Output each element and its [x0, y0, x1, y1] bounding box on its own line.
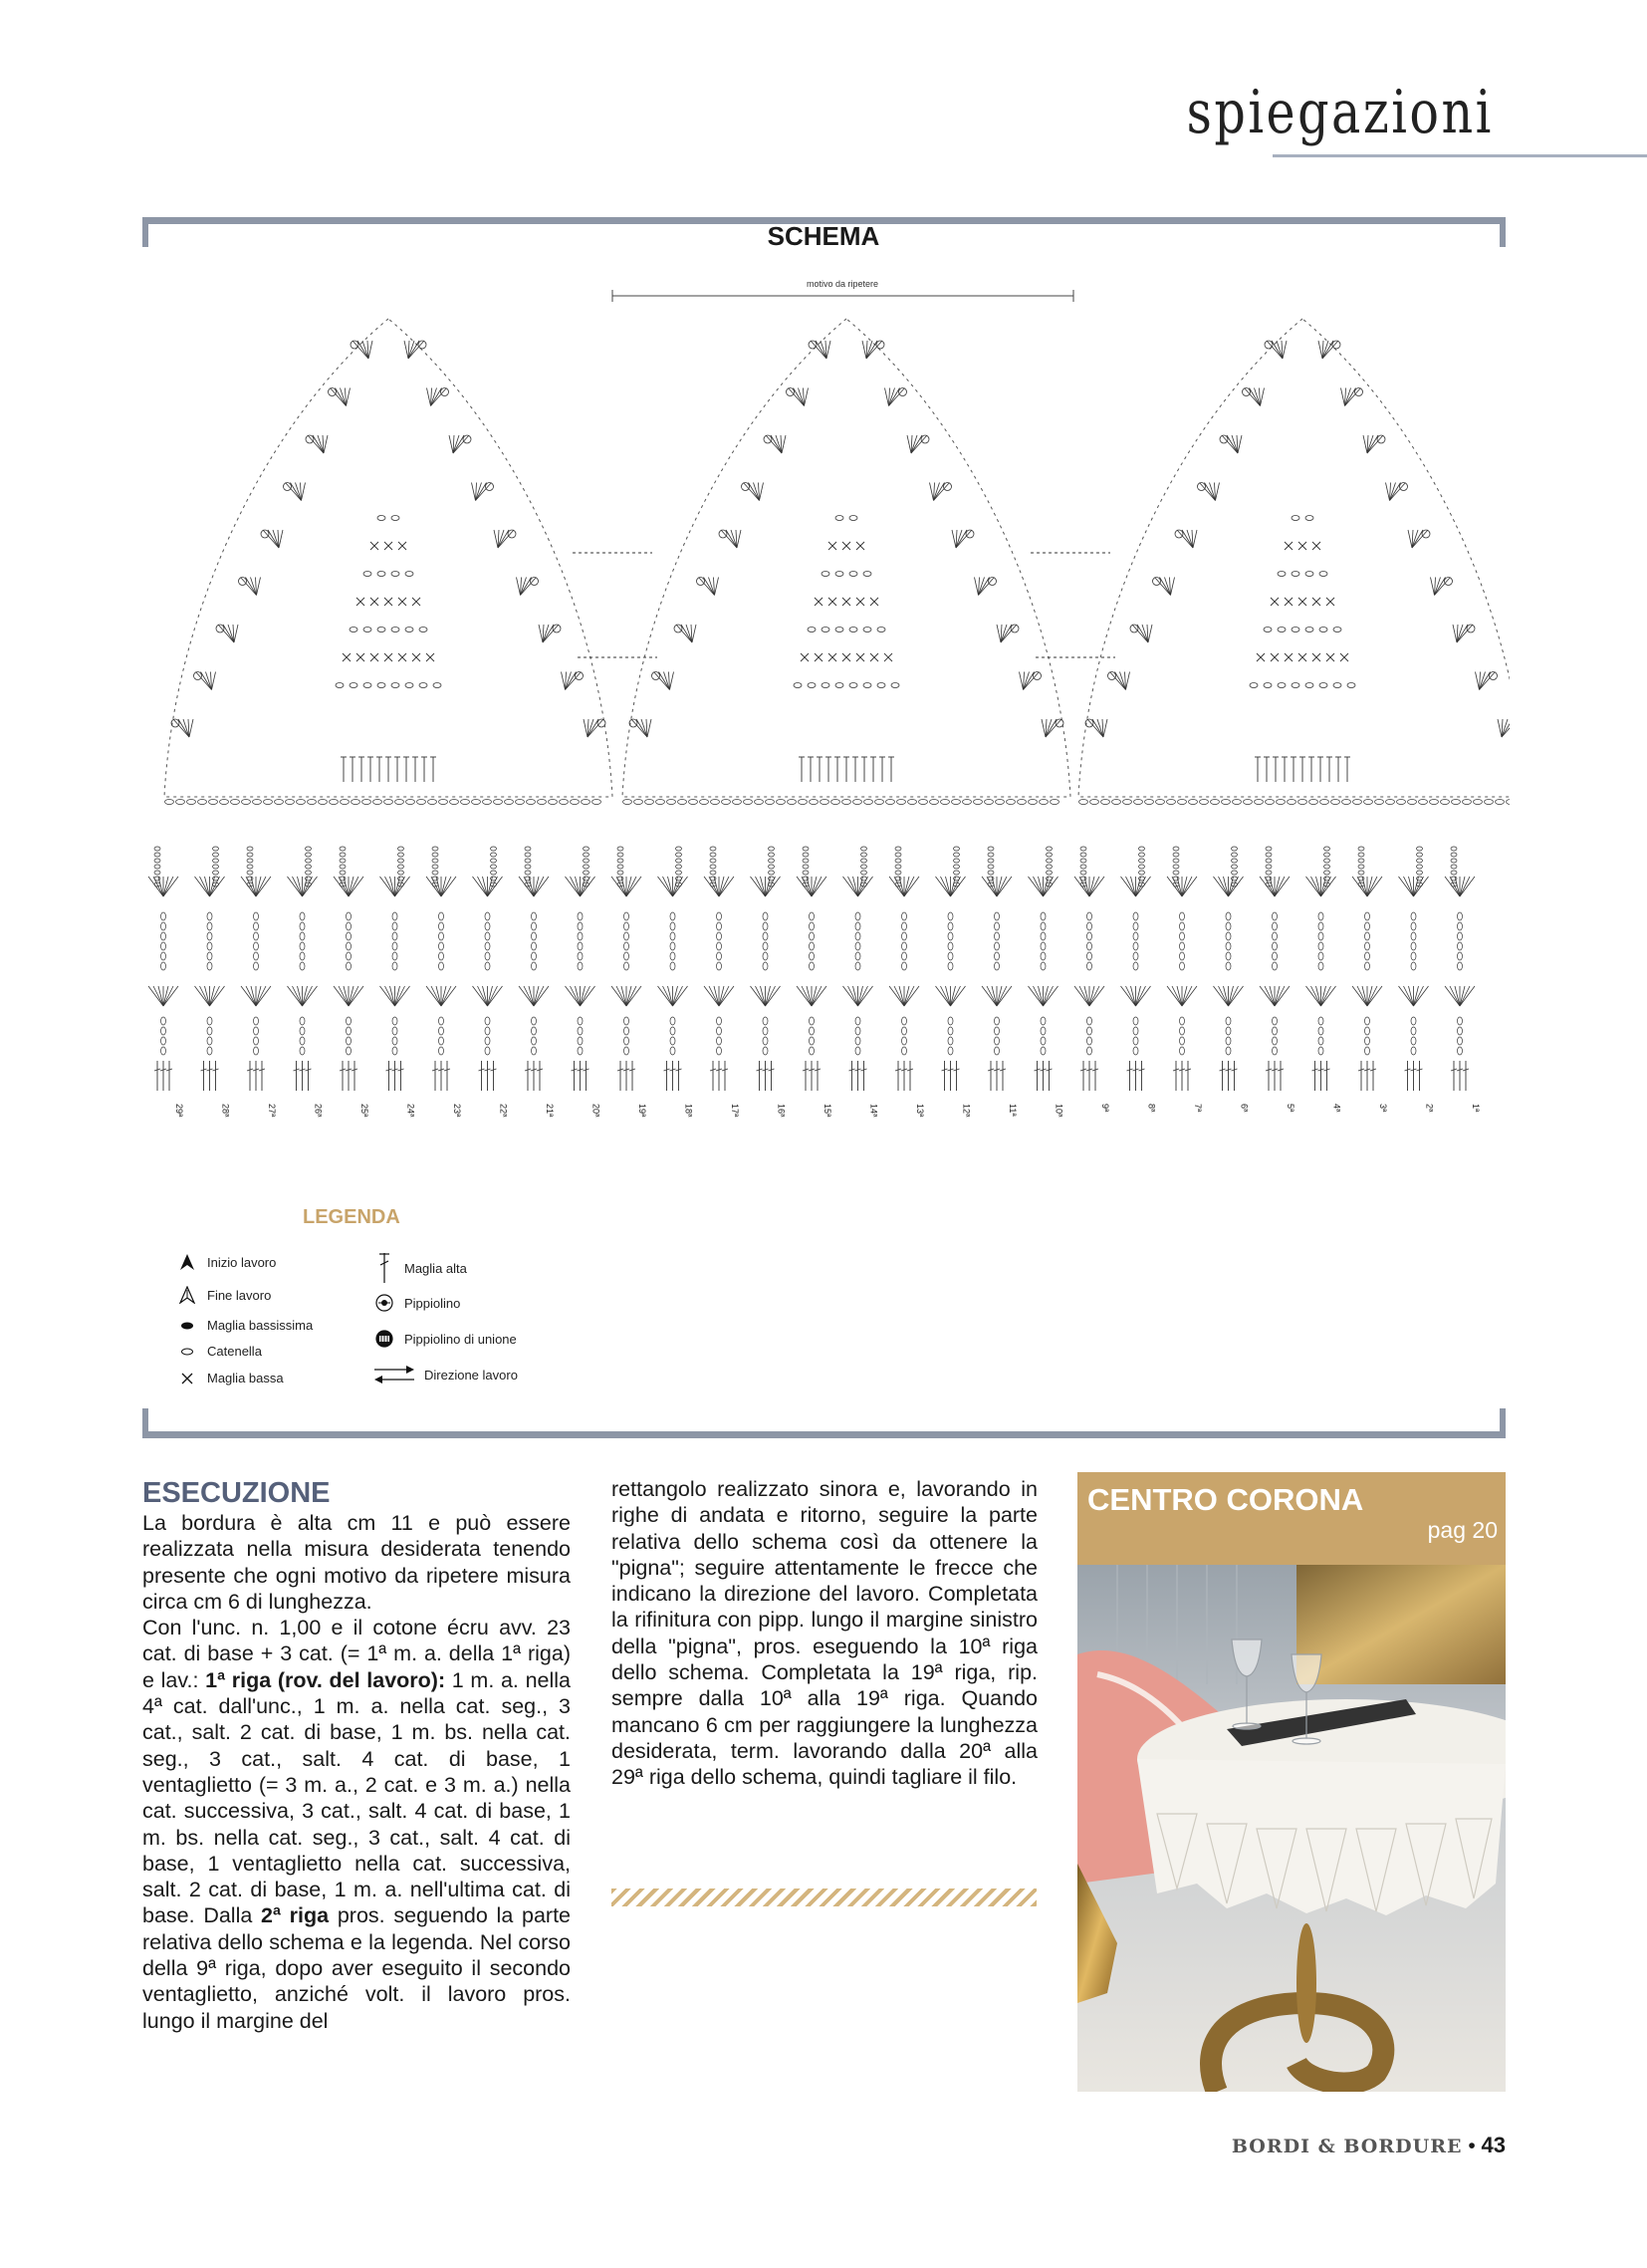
fan-stitch [652, 672, 674, 690]
legend-label: Maglia bassissima [207, 1318, 314, 1333]
fan-column [658, 847, 688, 1091]
fan-column [288, 847, 318, 1091]
fan-column [241, 847, 271, 1091]
fan-stitch [719, 530, 741, 548]
legend-pippiolino [364, 1293, 460, 1313]
fan-stitch [584, 719, 605, 737]
fan-stitch [629, 719, 651, 737]
fan-stitch [997, 625, 1019, 642]
fan-stitch [494, 530, 516, 548]
fan-column [1074, 847, 1104, 1091]
legend-label: Direzione lavoro [424, 1367, 518, 1383]
row-number-label: 22ª [498, 1104, 509, 1118]
fan-stitch [885, 388, 907, 406]
inizio-lavoro-icon [167, 1253, 207, 1271]
fan-stitch [1243, 388, 1265, 406]
legend-label: Pippiolino di unione [404, 1331, 517, 1347]
footer-separator: • [1468, 2135, 1476, 2157]
fan-column [1260, 847, 1290, 1091]
page-number: 43 [1481, 2133, 1506, 2157]
pinecone-motif [1078, 319, 1510, 805]
fan-stitch [975, 578, 997, 596]
row-number-label: 18ª [683, 1104, 694, 1118]
fan-stitch [1175, 530, 1197, 548]
fan-stitch [1198, 483, 1220, 501]
row-number-label: 1ª [1471, 1104, 1481, 1113]
fan-stitch [1498, 719, 1510, 737]
fan-stitch [1020, 672, 1042, 690]
legend-direzione-lavoro [364, 1365, 518, 1385]
legend-label: Pippiolino [404, 1295, 461, 1311]
pinecone-motif [164, 319, 657, 805]
fan-column [148, 847, 178, 1091]
fan-stitch [1153, 578, 1175, 596]
fan-stitch [1042, 719, 1063, 737]
pippiolino-icon [364, 1293, 404, 1313]
fan-column [519, 847, 549, 1091]
legend-catenella [167, 1344, 262, 1359]
fan-column [797, 847, 826, 1091]
legend-pippiolino-unione [364, 1329, 517, 1349]
row-number-label: 14ª [868, 1104, 879, 1118]
fan-stitch [1108, 672, 1130, 690]
legend-label: Fine lavoro [207, 1287, 272, 1303]
legend-label: Maglia bassa [207, 1371, 284, 1386]
fan-column [1399, 847, 1429, 1091]
row-number-label: 7ª [1193, 1104, 1203, 1113]
row-number-label: 9ª [1100, 1104, 1110, 1113]
row-number-label: 6ª [1239, 1104, 1250, 1113]
schema-frame-bottom-left [142, 1408, 148, 1438]
fan-stitch [1386, 483, 1408, 501]
fan-stitch [674, 625, 696, 642]
fan-stitch [539, 625, 561, 642]
row-number-label: 23ª [452, 1104, 462, 1118]
fan-stitch [742, 483, 764, 501]
legend-maglia-bassa [167, 1371, 284, 1386]
fan-stitch [764, 435, 786, 453]
pinecone-motif [622, 319, 1115, 805]
fan-stitch [517, 578, 539, 596]
fan-stitch [907, 435, 929, 453]
article-column-1 [142, 1476, 571, 2034]
legend-label: Catenella [207, 1344, 262, 1359]
fan-stitch [1130, 625, 1152, 642]
article-column-2 [611, 1476, 1038, 1791]
fan-stitch [306, 435, 328, 453]
fan-column [426, 847, 456, 1091]
row-number-label: 10ª [1054, 1104, 1064, 1118]
legend-maglia-alta [364, 1251, 467, 1285]
fan-stitch [1476, 672, 1498, 690]
fan-stitch [329, 388, 351, 406]
fan-stitch [449, 435, 471, 453]
maglia-alta-icon [364, 1251, 404, 1285]
article-paragraph-2: Con l'unc. n. 1,00 e il cotone écru avv. 23 cat. di base + 3 cat. (= 1ª m. a. della 1ª riga) e lav.: 1ª riga (rov. del lavoro): 1 m. a. nella 4ª cat. dall'unc., 1 m. a. nella cat. seg., 3 cat., salt. 2 cat. di base, 1 m. bs. nella cat. seg., 3 cat., salt. 4 cat. di base, 1 ventaglietto (= 3 m. a., 2 cat. e 3 m. a.) nella cat. successiva, 3 cat., salt. 4 cat. di base, 1 m. bs. nella cat. seg., 3 cat., salt. 4 cat. di base, 1 ventaglietto nella cat. successiva, salt. 2 cat. di base, 1 m. a. nell'ultima cat. di base. Dalla 2ª riga pros. seguendo la parte relativa dello schema e la legenda. Nel corso della 9ª riga, dopo aver eseguito il secondo ventaglietto, anziché volt. il lavoro pros. lungo il margine del [142, 1616, 572, 2033]
fan-column [1167, 847, 1197, 1091]
fan-stitch [787, 388, 809, 406]
maglia-bassa-icon [167, 1372, 207, 1386]
row-number-label: 11ª [1008, 1104, 1018, 1117]
row-number-label: 8ª [1146, 1104, 1157, 1113]
fan-stitch [1341, 388, 1363, 406]
fan-column [473, 847, 503, 1091]
repeat-label: motivo da ripetere [806, 279, 879, 289]
magazine-name: BORDI & BORDURE [1231, 2136, 1463, 2157]
crochet-diagram [139, 269, 1510, 1145]
fan-stitch [216, 625, 238, 642]
related-project-page: pag 20 [1427, 1517, 1498, 1543]
article-paragraph-1: La bordura è alta cm 11 e può essere realizzata nella misura desiderata tenendo presente che ogni motivo da ripetere misura circa cm 6 di lunghezza. [142, 1511, 571, 1614]
fan-stitch [427, 388, 449, 406]
fan-stitch [1220, 435, 1242, 453]
row-number-label: 27ª [267, 1104, 277, 1118]
fan-column [1445, 847, 1475, 1091]
fan-stitch [472, 483, 494, 501]
schema-frame-bottom-right [1500, 1408, 1506, 1438]
row-number-label: 2ª [1424, 1104, 1435, 1113]
row-number-label: 3ª [1378, 1104, 1388, 1113]
fan-stitch [697, 578, 719, 596]
fan-stitch [930, 483, 952, 501]
fan-column [1214, 847, 1244, 1091]
legend-label: Maglia alta [404, 1260, 467, 1276]
row-number-label: 16ª [776, 1104, 787, 1118]
schema-title: SCHEMA [767, 221, 880, 251]
fan-column [1029, 847, 1059, 1091]
repeat-marker [612, 279, 1073, 302]
row-number-label: 26ª [313, 1104, 324, 1118]
fan-stitch [1363, 435, 1385, 453]
row-number-label: 21ª [545, 1104, 555, 1118]
fan-column [566, 847, 595, 1091]
row-number-label: 17ª [730, 1104, 740, 1118]
catenella-icon [167, 1347, 207, 1357]
fan-stitch [261, 530, 283, 548]
fan-stitch [1085, 719, 1107, 737]
fan-column [380, 847, 410, 1091]
maglia-bassissima-icon [167, 1321, 207, 1331]
fan-column [889, 847, 919, 1091]
row-number-label: 25ª [359, 1104, 369, 1118]
fan-stitch [194, 672, 216, 690]
fan-column [982, 847, 1012, 1091]
decorative-hatch-divider [611, 1889, 1037, 1906]
row-number-label: 4ª [1331, 1104, 1342, 1113]
fan-stitch [562, 672, 584, 690]
pippiolino-unione-icon [364, 1329, 404, 1349]
row-number-label: 29ª [174, 1104, 184, 1118]
fan-column [843, 847, 873, 1091]
article-heading: ESECUZIONE [142, 1477, 331, 1509]
fine-lavoro-icon [167, 1286, 207, 1304]
article-paragraph-3: rettangolo realizzato sinora e, lavorando in righe di andata e ritorno, seguire la parte relativa dello schema così da ottenere la "pigna"; seguire attentamente le frecce che indicano la direzione del lavoro. Completata la rifinitura con pipp. lungo il margine sinistro della "pigna", pros. eseguendo la 10ª riga dello schema. Completata la 19ª riga, rip. sempre dalla 10ª alla 19ª riga. Quando mancano 6 cm per raggiungere la lunghezza desiderata, term. lavorando dalla 20ª alla 29ª riga dello schema, quindi tagliare il filo. [611, 1477, 1038, 1790]
fan-stitch [1431, 578, 1453, 596]
fan-stitch [284, 483, 306, 501]
legend-maglia-bassissima [167, 1318, 313, 1333]
legend-inizio-lavoro [167, 1253, 276, 1271]
schema-frame-bottom [142, 1431, 1506, 1438]
row-number-label: 13ª [915, 1104, 925, 1118]
fan-column [334, 847, 363, 1091]
legend-fine-lavoro [167, 1286, 271, 1304]
section-rule [1273, 154, 1647, 157]
fan-column [611, 847, 641, 1091]
page-footer [1232, 2133, 1506, 2158]
section-title: spiegazioni [1186, 78, 1494, 147]
row-number-label: 5ª [1286, 1104, 1295, 1113]
row-number-label: 12ª [961, 1104, 972, 1118]
fan-stitch [952, 530, 974, 548]
direzione-lavoro-icon [364, 1365, 424, 1385]
fan-column [704, 847, 734, 1091]
fan-column [751, 847, 781, 1091]
tablecloth-photo-illustration [1077, 1565, 1506, 2092]
fan-column [1306, 847, 1336, 1091]
fan-stitch [1453, 625, 1475, 642]
table-photo[interactable] [1077, 1565, 1506, 2092]
fan-column [936, 847, 966, 1091]
legend-title: LEGENDA [303, 1206, 400, 1228]
row-number-label: 20ª [590, 1104, 601, 1118]
row-number-label: 19ª [637, 1104, 647, 1118]
related-project-title: CENTRO CORONA [1087, 1482, 1364, 1517]
row-number-label: 24ª [405, 1104, 416, 1118]
fan-column [195, 847, 225, 1091]
fan-column [1352, 847, 1382, 1091]
legend-label: Inizio lavoro [207, 1254, 277, 1270]
row-number-label: 15ª [823, 1104, 832, 1118]
row-number-label: 28ª [220, 1104, 231, 1118]
fan-stitch [1408, 530, 1430, 548]
fan-stitch [239, 578, 261, 596]
fan-stitch [171, 719, 193, 737]
fan-column [1121, 847, 1151, 1091]
